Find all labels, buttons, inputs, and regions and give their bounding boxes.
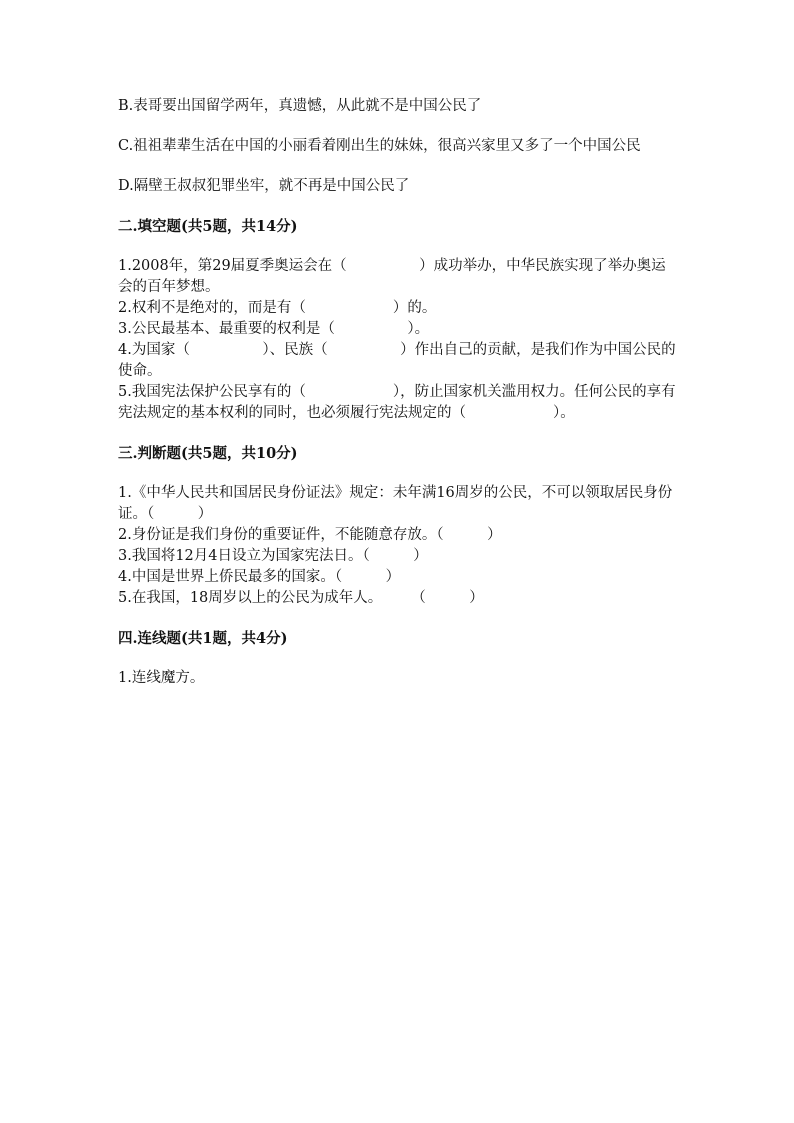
true-false-question-5: 5.在我国，18周岁以上的公民为成年人。 （ ） xyxy=(118,590,484,606)
matching-questions xyxy=(118,668,678,689)
fill-in-question-1: 1.2008年，第29届夏季奥运会在（ ）成功举办，中华民族实现了举办奥运会的百年梦想。 xyxy=(118,258,666,295)
option-c: C.祖祖辈辈生活在中国的小丽看着刚出生的妹妹，很高兴家里又多了一个中国公民 xyxy=(118,138,641,154)
option-d: D.隔壁王叔叔犯罪坐牢，就不再是中国公民了 xyxy=(118,178,410,194)
matching-question-1: 1.连线魔方。 xyxy=(118,670,205,686)
true-false-questions xyxy=(118,483,678,609)
fill-in-question-4: 4.为国家（ ）、民族（ ）作出自己的贡献，是我们作为中国公民的使命。 xyxy=(118,342,676,379)
section-title-true-false: 三.判断题(共5题，共10分) xyxy=(118,445,298,462)
fill-in-question-3: 3.公民最基本、最重要的权利是（ ）。 xyxy=(118,321,430,337)
document-content xyxy=(118,96,678,708)
option-b: B.表哥要出国留学两年，真遗憾，从此就不是中国公民了 xyxy=(118,98,482,114)
true-false-question-4: 4.中国是世界上侨民最多的国家。（ ） xyxy=(118,569,401,585)
fill-in-questions xyxy=(118,256,678,424)
fill-in-question-5: 5.我国宪法保护公民享有的（ ），防止国家机关滥用权力。任何公民的享有宪法规定的基本权利的同时，也必须履行宪法规定的（ ）。 xyxy=(118,384,676,421)
fill-in-question-2: 2.权利不是绝对的，而是有（ ）的。 xyxy=(118,300,437,316)
true-false-question-2: 2.身份证是我们身份的重要证件，不能随意存放。（ ） xyxy=(118,527,502,543)
true-false-question-1: 1.《中华人民共和国居民身份证法》规定：未年满16周岁的公民，不可以领取居民身份证。（ ） xyxy=(118,485,673,522)
section-title-fill-in: 二.填空题(共5题，共14分) xyxy=(118,218,298,235)
section-title-matching: 四.连线题(共1题，共4分) xyxy=(118,630,288,647)
true-false-question-3: 3.我国将12月4日设立为国家宪法日。（ ） xyxy=(118,548,428,564)
